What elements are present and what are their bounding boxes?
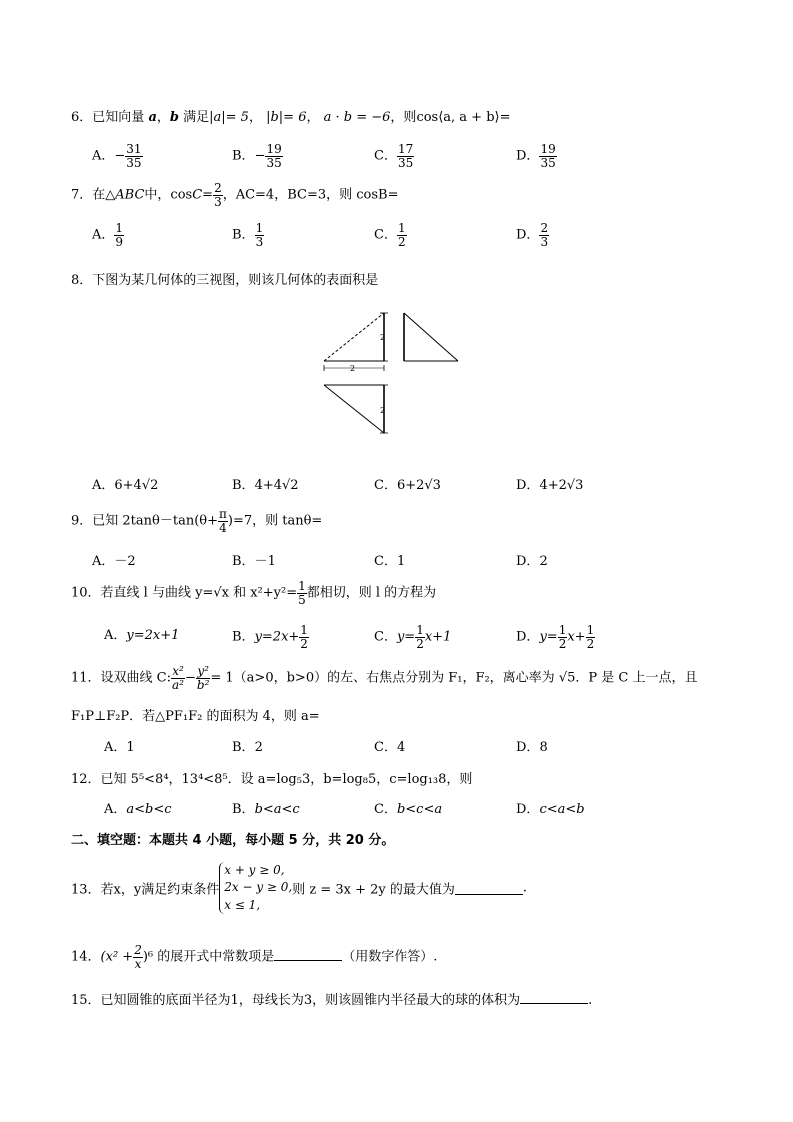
question-15 — [71, 989, 592, 1008]
option-label: B． — [232, 629, 255, 645]
option-label: C． — [374, 802, 397, 817]
question-text-2: )=7，则 tanθ= — [227, 513, 323, 529]
question-6: 6．已知向量 a，b 满足|a|= 5， |b|= 6， a · b = −6，则cos⟨a, a + b⟩= — [71, 110, 511, 125]
top-view — [324, 385, 384, 433]
numerator: 1 — [115, 221, 124, 235]
option-b[interactable] — [232, 624, 309, 650]
fraction — [133, 944, 143, 970]
question-text: 已知向量 — [92, 110, 145, 125]
denominator: 3 — [214, 194, 222, 209]
option-text: 4+4√2 — [254, 478, 299, 493]
numerator: 31 — [126, 142, 142, 156]
answer-blank[interactable] — [274, 948, 342, 961]
question-text-2: （用数字作答）. — [342, 949, 438, 965]
denominator: 9 — [115, 234, 124, 249]
answer-blank[interactable] — [455, 882, 523, 895]
dimension-label: 2 — [380, 333, 386, 342]
question-text-2: = 1（a>0，b>0）的左、右焦点分别为 F₁，F₂，离心率为 √5．P 是 C 上一点，且 — [210, 670, 698, 686]
option-d[interactable] — [516, 736, 548, 755]
denominator: b² — [196, 677, 210, 692]
constraint-3: x ≤ 1, — [224, 897, 261, 912]
expression-pre: (x² + — [100, 949, 134, 965]
numerator: 1 — [416, 623, 424, 637]
option-label: C． — [374, 554, 397, 569]
option-label: D． — [516, 148, 540, 164]
numerator: 2 — [214, 181, 222, 195]
option-fraction — [114, 222, 124, 248]
question-number: 14． — [71, 949, 101, 965]
option-fraction — [415, 624, 425, 650]
option-c[interactable] — [374, 624, 451, 650]
option-fraction — [299, 624, 309, 650]
question-8 — [71, 269, 378, 288]
denominator: 2 — [397, 234, 406, 249]
option-label: D． — [516, 629, 540, 645]
option-text: 1 — [126, 740, 135, 755]
constraint-1: x + y ≥ 0, — [224, 863, 285, 877]
question-number: 6． — [71, 110, 93, 125]
fraction — [213, 182, 223, 208]
option-a[interactable] — [92, 474, 158, 493]
denominator: 5 — [298, 592, 306, 607]
option-fraction — [397, 143, 414, 169]
option-a[interactable] — [104, 736, 135, 755]
numerator: 1 — [298, 579, 306, 593]
option-label: C． — [374, 740, 397, 755]
option-c[interactable] — [374, 222, 407, 248]
denominator: 3 — [255, 234, 264, 249]
option-c[interactable] — [374, 550, 405, 569]
denominator: 35 — [540, 155, 556, 170]
option-text: 1 — [396, 554, 406, 569]
question-11-line-2 — [71, 705, 320, 724]
fraction-y — [196, 665, 211, 691]
triangle-name: ABC — [115, 187, 145, 203]
option-b[interactable] — [232, 143, 283, 169]
section-title: 二、填空题：本题共 4 小题，每小题 5 分，共 20 分。 — [71, 833, 395, 848]
option-label: D． — [516, 227, 540, 243]
option-c[interactable] — [374, 798, 442, 817]
option-label: A． — [92, 148, 115, 164]
option-label: B． — [232, 148, 255, 164]
option-label: C． — [374, 148, 397, 164]
option-a[interactable] — [104, 624, 179, 643]
vector-b: b — [169, 110, 179, 125]
option-label: C． — [374, 629, 397, 645]
condition-1: |a|= 5 — [209, 110, 249, 125]
option-label: A． — [104, 628, 127, 643]
question-10 — [71, 580, 436, 606]
numerator: x² — [172, 664, 184, 678]
option-text-2: x+ — [567, 629, 586, 645]
numerator: 1 — [586, 623, 595, 637]
numerator: 2 — [134, 943, 142, 957]
question-11: 11．设双曲线 C: $\frac{\text{x²}}{\text{a²}}$ − $\frac{\text{y²}}{\text{b²}}$ = 1（a>0，b>0）的左、右焦点分别为 F₁，F₂，离心率为 √5．P 是 C 上一点，且 — [71, 664, 698, 692]
option-label: A． — [92, 478, 115, 493]
option-text: －1 — [254, 554, 276, 569]
vector-a: a — [148, 110, 157, 125]
option-d[interactable] — [516, 798, 585, 817]
denominator: x — [134, 956, 142, 971]
option-text: －2 — [114, 554, 136, 569]
option-label: D． — [516, 802, 540, 817]
question-text-2: 都相切，则 l 的方程为 — [306, 585, 437, 601]
option-text: b<c<a — [396, 802, 443, 817]
option-label: B． — [232, 227, 255, 243]
denominator: 2 — [586, 636, 595, 651]
period: . — [522, 880, 528, 896]
equals: = — [202, 187, 214, 203]
denominator: 35 — [126, 155, 142, 170]
question-text: )⁶ 的展开式中常数项是 — [142, 949, 275, 965]
answer-blank[interactable] — [520, 991, 588, 1004]
option-a[interactable] — [92, 143, 143, 169]
question-text-2: 中，cos — [144, 187, 193, 203]
question-text: 已知 2tanθ－tan(θ+ — [92, 513, 218, 529]
option-sign: − — [254, 148, 266, 164]
option-fraction — [255, 222, 265, 248]
option-text: a<b<c — [126, 802, 172, 817]
option-label: B． — [232, 740, 255, 755]
option-c[interactable] — [374, 474, 441, 493]
option-label: D． — [516, 554, 540, 569]
question-text: 设双曲线 C: — [100, 670, 172, 686]
side-view — [404, 313, 458, 361]
option-label: C． — [374, 478, 397, 493]
denominator: 2 — [416, 636, 424, 651]
denominator: 35 — [266, 155, 282, 170]
condition-2: |b|= 6 — [266, 110, 307, 125]
option-text: 6+4√2 — [114, 478, 159, 493]
front-view — [324, 313, 384, 361]
constraint-system — [219, 862, 292, 914]
question-9 — [71, 508, 322, 534]
question-number: 12． — [71, 772, 101, 787]
question-number: 15． — [71, 993, 101, 1008]
option-d[interactable] — [516, 222, 549, 248]
option-d[interactable] — [516, 143, 557, 169]
angle-c: C — [192, 187, 203, 203]
option-a[interactable] — [92, 550, 136, 569]
option-b[interactable] — [232, 222, 264, 248]
option-text: 6+2√3 — [396, 478, 441, 493]
option-text: 8 — [539, 740, 548, 755]
denominator: 2 — [558, 636, 567, 651]
numerator: y² — [197, 664, 209, 678]
question-7 — [71, 182, 398, 208]
option-d[interactable] — [516, 474, 583, 493]
option-c[interactable] — [374, 143, 414, 169]
fraction — [218, 508, 228, 534]
target-expression: cos⟨a, a + b⟩= — [416, 110, 511, 125]
denominator: 3 — [540, 234, 549, 249]
option-fraction — [539, 222, 549, 248]
numerator: 1 — [300, 623, 308, 637]
question-text: 若直线 l 与曲线 y=√x 和 x²+y²= — [100, 585, 298, 601]
option-label: C． — [374, 227, 397, 243]
question-text-3: F₁P⊥F₂P．若△PF₁F₂ 的面积为 4，则 a= — [71, 709, 320, 724]
denominator: a² — [172, 677, 184, 692]
three-view-diagram — [316, 305, 466, 443]
period: . — [588, 993, 593, 1008]
numerator: 17 — [397, 142, 414, 156]
option-c[interactable] — [374, 736, 405, 755]
condition-3: a · b = −6 — [323, 110, 391, 125]
option-fraction — [558, 624, 568, 650]
option-b[interactable] — [232, 736, 263, 755]
question-text-2: 则 z = 3x + 2y 的最大值为 — [292, 882, 455, 898]
denominator: 4 — [219, 520, 227, 535]
option-b[interactable] — [232, 798, 300, 817]
option-label: D． — [516, 740, 540, 755]
option-text: 4+2√3 — [539, 478, 584, 493]
dimension-label: 2 — [350, 364, 356, 373]
comma: ， — [156, 110, 170, 125]
option-fraction-2 — [586, 624, 596, 650]
option-text: y= — [539, 629, 558, 645]
numerator: 1 — [397, 221, 406, 235]
numerator: π — [219, 507, 227, 521]
option-b[interactable] — [232, 550, 276, 569]
option-d[interactable] — [516, 550, 548, 569]
fraction — [297, 580, 307, 606]
denominator: 2 — [300, 636, 308, 651]
option-fraction — [265, 143, 282, 169]
question-text: 在△ — [92, 187, 116, 203]
question-text-2: 满足 — [183, 110, 210, 125]
constraint-2: 2x − y ≥ 0, — [224, 880, 293, 895]
option-text: y=2x+ — [254, 629, 300, 645]
question-12 — [71, 768, 472, 787]
option-sign: − — [114, 148, 126, 164]
denominator: 35 — [397, 155, 414, 170]
question-number: 8． — [71, 273, 93, 288]
option-fraction — [539, 143, 556, 169]
option-label: A． — [104, 740, 127, 755]
option-d[interactable] — [516, 624, 595, 650]
option-fraction — [125, 143, 142, 169]
option-label: D． — [516, 478, 540, 493]
option-text: c<a<b — [539, 802, 585, 817]
option-text: y= — [396, 629, 416, 645]
question-text: 已知 5⁵<8⁴，13⁴<8⁵．设 a=log₅3，b=log₈5，c=log₁₃8，则 — [100, 772, 473, 787]
question-text: 下图为某几何体的三视图，则该几何体的表面积是 — [92, 273, 379, 288]
question-13 — [71, 862, 527, 914]
option-label: A． — [104, 802, 127, 817]
option-text: 2 — [539, 554, 548, 569]
option-text: y=2x+1 — [126, 628, 180, 643]
option-b[interactable] — [232, 474, 299, 493]
option-text: b<a<c — [254, 802, 300, 817]
question-number: 9． — [71, 513, 93, 529]
numerator: 1 — [255, 221, 264, 235]
option-label: A． — [92, 227, 115, 243]
option-label: B． — [232, 802, 255, 817]
question-text-3: ，则 — [390, 110, 417, 125]
option-text-2: x+1 — [424, 629, 452, 645]
numerator: 2 — [540, 221, 549, 235]
numerator: 1 — [558, 623, 567, 637]
question-text: 已知圆锥的底面半径为1，母线长为3，则该圆锥内半径最大的球的体积为 — [100, 993, 521, 1008]
option-a[interactable] — [92, 222, 124, 248]
option-label: A． — [92, 554, 115, 569]
option-label: B． — [232, 554, 255, 569]
question-number: 10． — [71, 585, 101, 601]
question-number: 11． — [71, 670, 101, 686]
fraction-x — [171, 665, 185, 691]
option-a[interactable] — [104, 798, 172, 817]
option-label: B． — [232, 478, 255, 493]
question-number: 13． — [71, 882, 101, 898]
question-14 — [71, 944, 437, 970]
question-text: 若x，y满足约束条件 — [100, 882, 220, 898]
dimension-label: 2 — [380, 406, 386, 415]
option-text: 2 — [254, 740, 263, 755]
question-text-3: ，AC=4，BC=3，则 cosB= — [222, 187, 399, 203]
question-number: 7． — [71, 187, 93, 203]
numerator: 19 — [266, 142, 282, 156]
option-text: 4 — [396, 740, 406, 755]
option-fraction — [397, 222, 407, 248]
numerator: 19 — [540, 142, 556, 156]
